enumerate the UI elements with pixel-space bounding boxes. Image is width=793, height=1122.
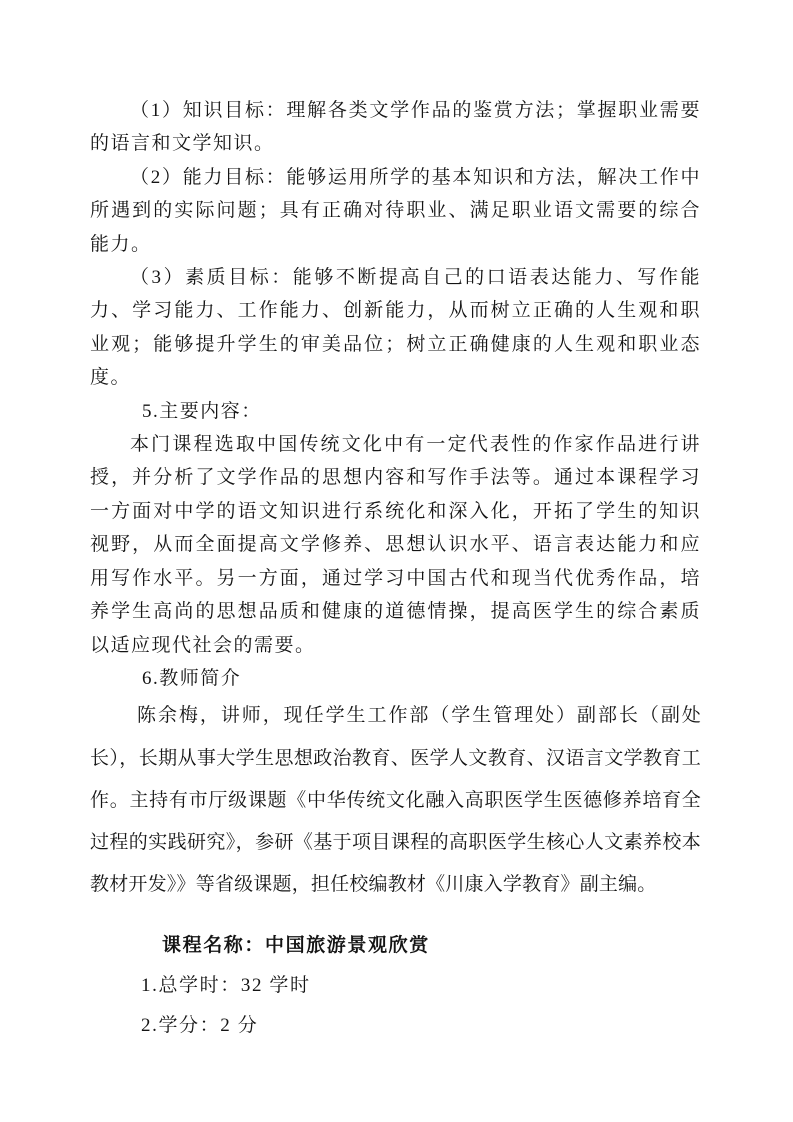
next-course-total-hours-line: 1.总学时：32 学时 [141, 975, 311, 997]
paragraph-objective-knowledge: （1）知识目标：理解各类文学作品的鉴赏方法；掌握职业需要的语言和文学知识。 [90, 100, 701, 155]
next-course-title-line: 课程名称：中国旅游景观欣赏 [162, 935, 430, 957]
next-course-credit-line: 2.学分：2 分 [141, 1015, 259, 1037]
paragraph-objective-ability: （2）能力目标：能够运用所学的基本知识和方法，解决工作中所遇到的实际问题；具有正确对待职业、满足职业语文需要的综合能力。 [90, 166, 701, 255]
paragraph-teacher-bio: 陈余梅，讲师，现任学生工作部（学生管理处）副部长（副处长），长期从事大学生思想政治教育、医学人文教育、汉语言文学教育工作。主持有市厅级课题《中华传统文化融入高职医学生医德修养培育全过程的实践研究》，参研《基于项目课程的高职医学生核心人文素养校本教材开发》》等省级课题，担任校编教材《川康入学教育》副主编。 [90, 705, 701, 896]
heading-teacher-intro: 6.教师简介 [142, 667, 242, 689]
heading-main-content: 5.主要内容： [142, 400, 262, 422]
paragraph-main-content: 本门课程选取中国传统文化中有一定代表性的作家作品进行讲授，并分析了文学作品的思想内容和写作手法等。通过本课程学习一方面对中学的语文知识进行系统化和深入化，开拓了学生的知识视野，从而全面提高文学修养、思想认识水平、语言表达能力和应用写作水平。另一方面，通过学习中国古代和现当代优秀作品，培养学生高尚的思想品质和健康的道德情操，提高医学生的综合素质以适应现代社会的需要。 [90, 434, 701, 656]
paragraph-objective-quality: （3）素质目标：能够不断提高自己的口语表达能力、写作能力、学习能力、工作能力、创新能力，从而树立正确的人生观和职业观；能够提升学生的审美品位；树立正确健康的人生观和职业态度。 [90, 267, 701, 389]
